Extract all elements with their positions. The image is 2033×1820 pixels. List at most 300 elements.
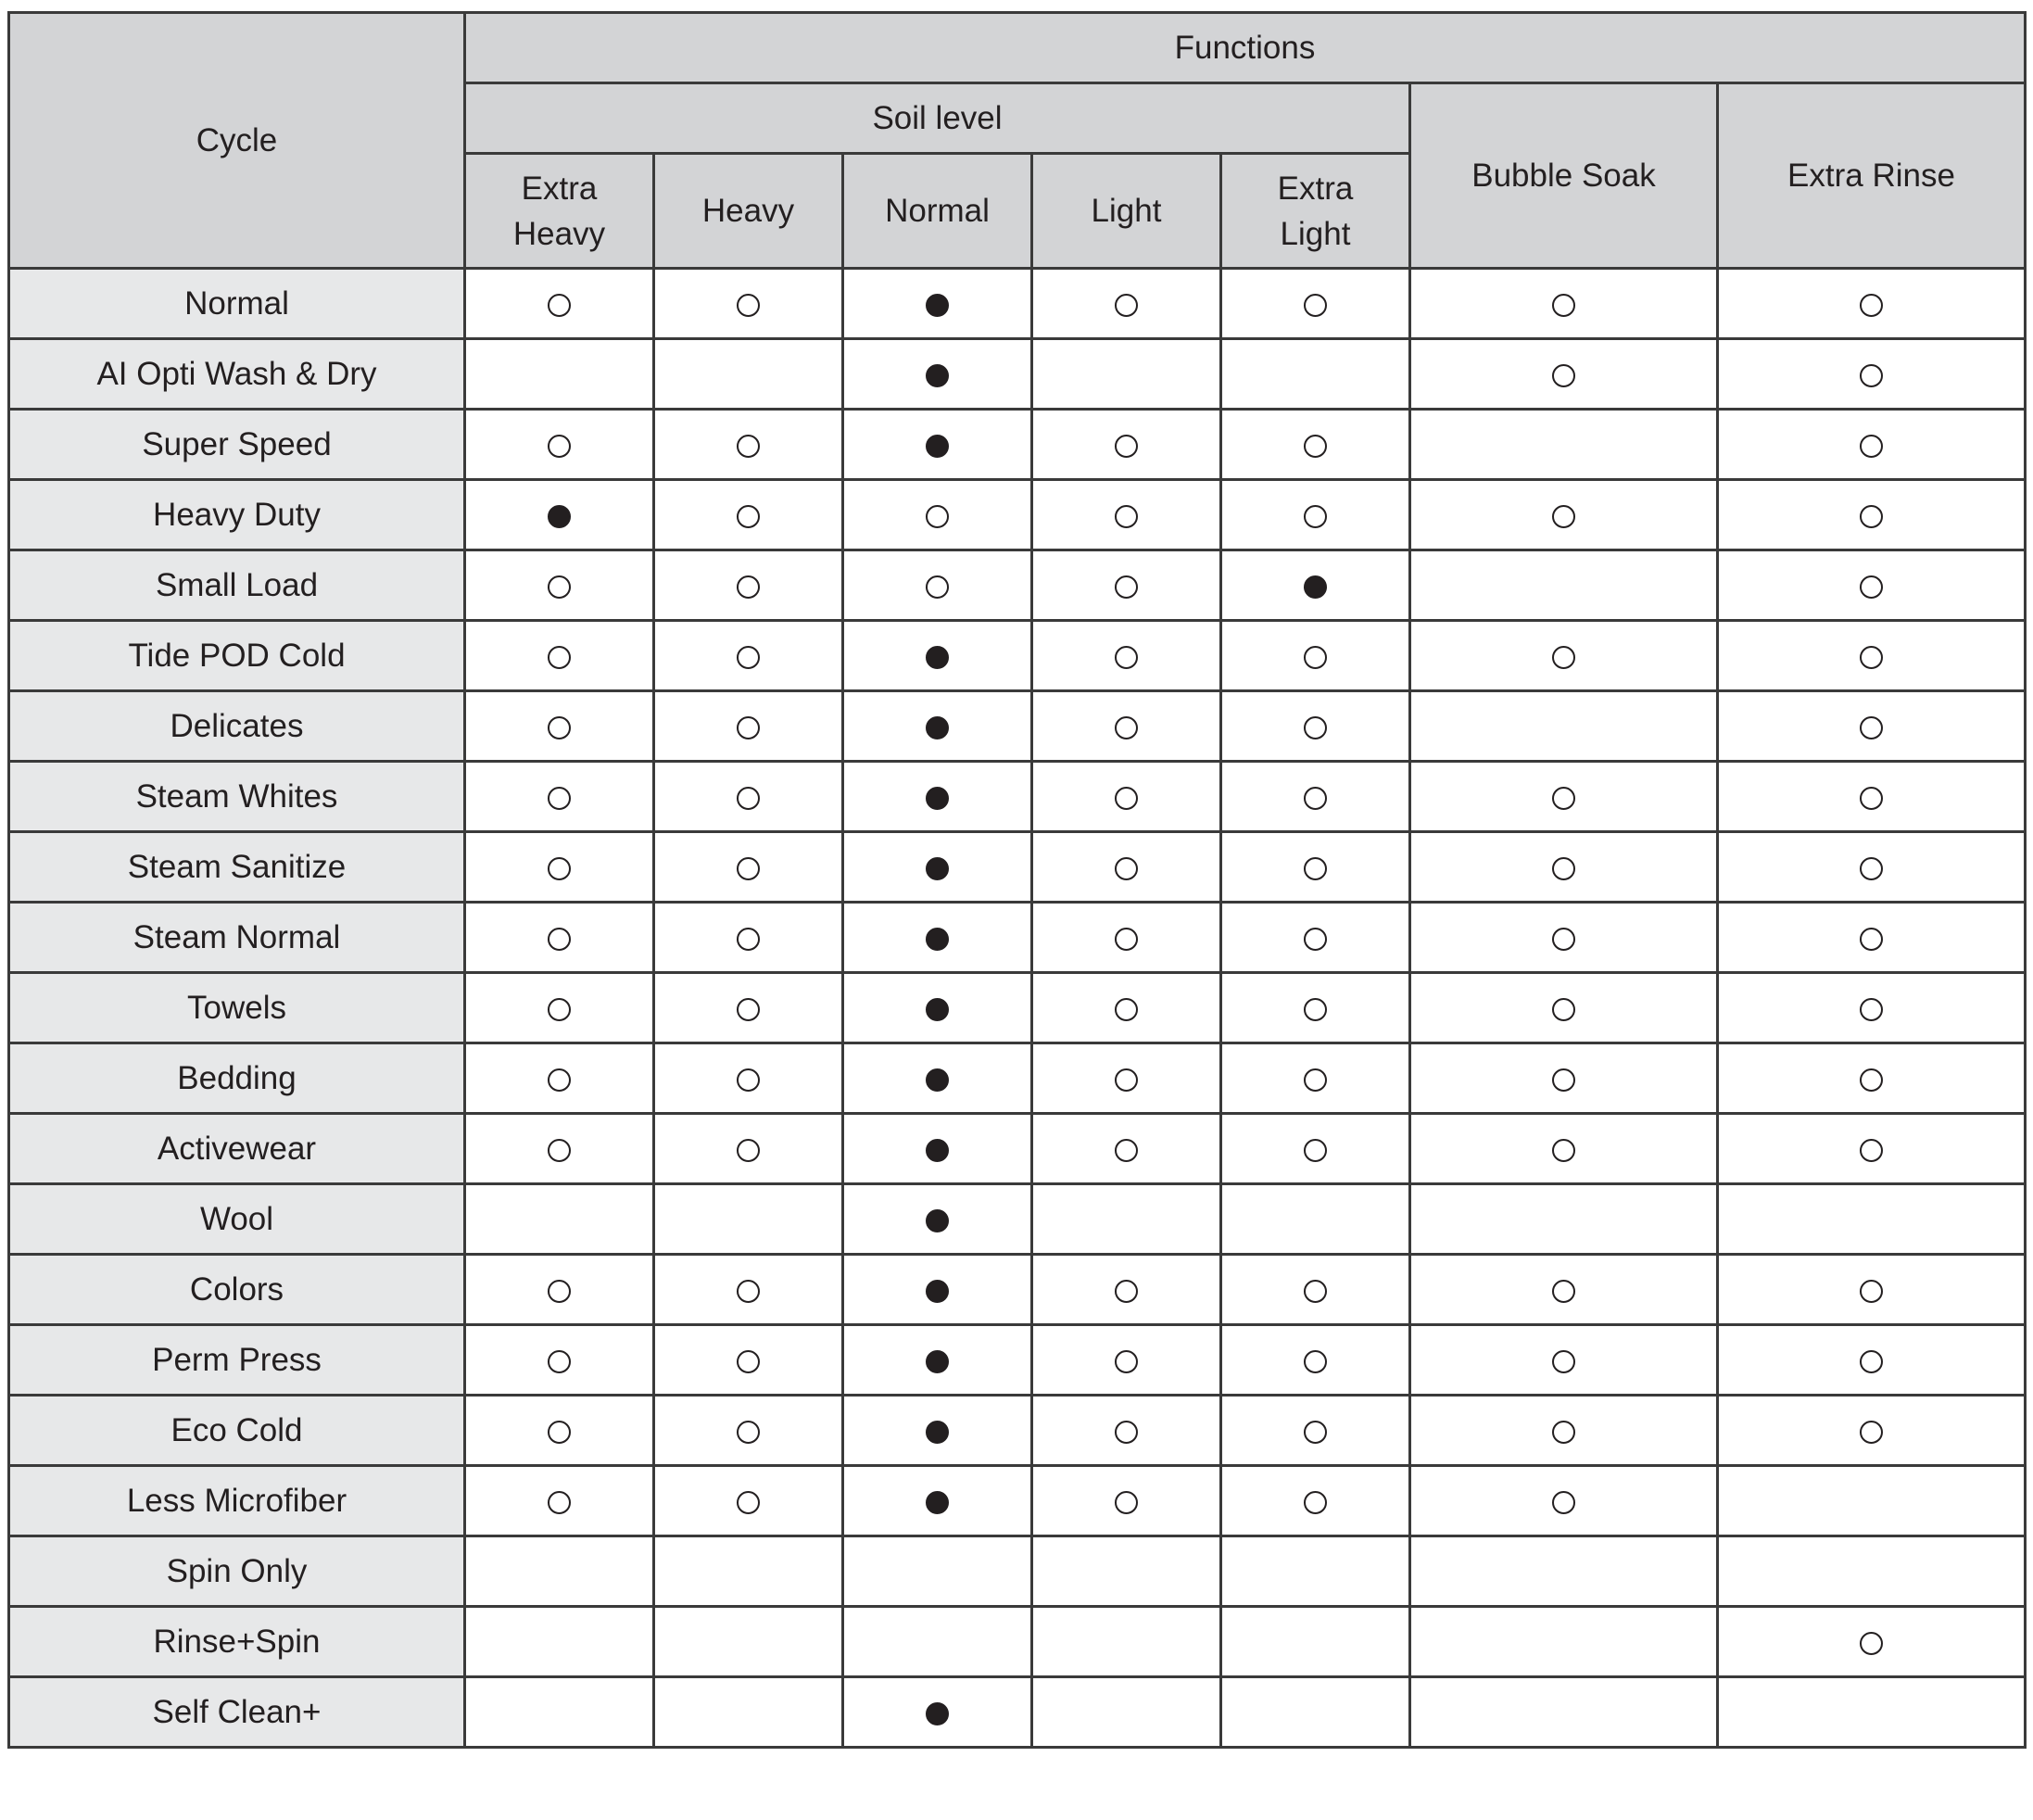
open-circle-icon <box>1860 575 1883 599</box>
cell-extra-rinse <box>1718 691 2026 762</box>
cell-normal <box>843 691 1032 762</box>
cycle-name-cell: Steam Sanitize <box>9 832 465 903</box>
open-circle-icon <box>548 998 571 1021</box>
cell-extra-heavy <box>465 1536 654 1607</box>
cell-heavy <box>654 480 843 550</box>
cell-normal <box>843 269 1032 339</box>
header-cycle: Cycle <box>9 13 465 269</box>
cell-extra-light <box>1221 269 1410 339</box>
cell-bubble-soak <box>1410 621 1718 691</box>
cell-extra-light <box>1221 621 1410 691</box>
open-circle-icon <box>1860 1350 1883 1373</box>
cell-light <box>1032 1255 1221 1325</box>
header-row-functions <box>9 13 2026 83</box>
open-circle-icon <box>737 1068 760 1092</box>
filled-circle-icon <box>926 1350 949 1373</box>
open-circle-icon <box>548 575 571 599</box>
cell-bubble-soak <box>1410 1396 1718 1466</box>
cell-bubble-soak <box>1410 832 1718 903</box>
open-circle-icon <box>1304 1139 1327 1162</box>
open-circle-icon <box>1552 998 1575 1021</box>
cell-extra-light <box>1221 1536 1410 1607</box>
cell-bubble-soak <box>1410 691 1718 762</box>
cell-extra-rinse <box>1718 1184 2026 1255</box>
cell-bubble-soak <box>1410 1114 1718 1184</box>
cell-light <box>1032 1677 1221 1748</box>
open-circle-icon <box>1860 1068 1883 1092</box>
cell-heavy <box>654 1396 843 1466</box>
table-row <box>9 832 2026 903</box>
open-circle-icon <box>737 575 760 599</box>
cell-normal <box>843 1677 1032 1748</box>
open-circle-icon <box>1552 1280 1575 1303</box>
open-circle-icon <box>548 646 571 669</box>
cell-light <box>1032 1466 1221 1536</box>
open-circle-icon <box>548 1068 571 1092</box>
table-row <box>9 762 2026 832</box>
cell-light <box>1032 903 1221 973</box>
cycle-name-cell: Less Microfiber <box>9 1466 465 1536</box>
cell-heavy <box>654 1607 843 1677</box>
table-row <box>9 410 2026 480</box>
cell-heavy <box>654 269 843 339</box>
cell-extra-heavy <box>465 903 654 973</box>
open-circle-icon <box>737 1139 760 1162</box>
cell-extra-light <box>1221 1396 1410 1466</box>
table-row <box>9 1043 2026 1114</box>
cell-extra-heavy <box>465 621 654 691</box>
open-circle-icon <box>1552 364 1575 387</box>
open-circle-icon <box>1304 1068 1327 1092</box>
open-circle-icon <box>1304 857 1327 880</box>
table-row <box>9 1184 2026 1255</box>
table-row <box>9 1325 2026 1396</box>
cell-extra-light <box>1221 339 1410 410</box>
table-body <box>9 269 2026 1748</box>
open-circle-icon <box>1552 505 1575 528</box>
cell-extra-rinse <box>1718 550 2026 621</box>
cell-extra-heavy <box>465 480 654 550</box>
cell-bubble-soak <box>1410 1184 1718 1255</box>
cell-extra-light <box>1221 480 1410 550</box>
cell-extra-rinse <box>1718 1466 2026 1536</box>
open-circle-icon <box>1860 1421 1883 1444</box>
cell-extra-heavy <box>465 832 654 903</box>
cell-extra-heavy <box>465 762 654 832</box>
open-circle-icon <box>1860 1632 1883 1655</box>
cell-light <box>1032 1114 1221 1184</box>
cell-light <box>1032 1184 1221 1255</box>
cell-heavy <box>654 410 843 480</box>
open-circle-icon <box>1552 1068 1575 1092</box>
open-circle-icon <box>1115 646 1138 669</box>
filled-circle-icon <box>926 364 949 387</box>
cycle-name-cell: Steam Whites <box>9 762 465 832</box>
cell-bubble-soak <box>1410 1607 1718 1677</box>
cell-bubble-soak <box>1410 1536 1718 1607</box>
cell-bubble-soak <box>1410 762 1718 832</box>
open-circle-icon <box>737 716 760 739</box>
filled-circle-icon <box>548 505 571 528</box>
table-row <box>9 1677 2026 1748</box>
cell-heavy <box>654 691 843 762</box>
cell-extra-rinse <box>1718 1255 2026 1325</box>
cycle-name-cell: Bedding <box>9 1043 465 1114</box>
filled-circle-icon <box>1304 575 1327 599</box>
open-circle-icon <box>737 857 760 880</box>
cell-heavy <box>654 832 843 903</box>
cell-normal <box>843 1184 1032 1255</box>
cell-normal <box>843 762 1032 832</box>
cell-extra-light <box>1221 1607 1410 1677</box>
open-circle-icon <box>548 857 571 880</box>
open-circle-icon <box>1860 928 1883 951</box>
cell-extra-rinse <box>1718 1325 2026 1396</box>
table-row <box>9 339 2026 410</box>
open-circle-icon <box>548 716 571 739</box>
open-circle-icon <box>1304 505 1327 528</box>
cell-normal <box>843 621 1032 691</box>
cell-extra-heavy <box>465 1255 654 1325</box>
open-circle-icon <box>1860 1280 1883 1303</box>
filled-circle-icon <box>926 998 949 1021</box>
open-circle-icon <box>737 998 760 1021</box>
open-circle-icon <box>737 787 760 810</box>
open-circle-icon <box>737 505 760 528</box>
table-row <box>9 269 2026 339</box>
cell-extra-rinse <box>1718 973 2026 1043</box>
open-circle-icon <box>737 1280 760 1303</box>
header-soil-level: Soil level <box>465 83 1410 154</box>
open-circle-icon <box>1304 1491 1327 1514</box>
cell-normal <box>843 1466 1032 1536</box>
open-circle-icon <box>1115 575 1138 599</box>
cell-extra-light <box>1221 903 1410 973</box>
header-soil-heavy: Heavy <box>654 154 843 269</box>
cell-heavy <box>654 1255 843 1325</box>
filled-circle-icon <box>926 1491 949 1514</box>
cell-extra-rinse <box>1718 903 2026 973</box>
cell-normal <box>843 1536 1032 1607</box>
open-circle-icon <box>1860 716 1883 739</box>
open-circle-icon <box>1552 1139 1575 1162</box>
header-soil-extra-light: Extra Light <box>1221 154 1410 269</box>
cell-extra-light <box>1221 973 1410 1043</box>
open-circle-icon <box>737 294 760 317</box>
cell-bubble-soak <box>1410 1466 1718 1536</box>
open-circle-icon <box>548 1280 571 1303</box>
header-bubble-soak: Bubble Soak <box>1410 83 1718 269</box>
cell-extra-heavy <box>465 1325 654 1396</box>
open-circle-icon <box>1304 998 1327 1021</box>
table-header <box>9 13 2026 269</box>
cell-extra-heavy <box>465 691 654 762</box>
cell-bubble-soak <box>1410 1325 1718 1396</box>
open-circle-icon <box>1552 1421 1575 1444</box>
cell-normal <box>843 832 1032 903</box>
cycle-name-cell: Wool <box>9 1184 465 1255</box>
cell-light <box>1032 621 1221 691</box>
cycle-name-cell: Steam Normal <box>9 903 465 973</box>
cycle-name-cell: AI Opti Wash & Dry <box>9 339 465 410</box>
header-functions: Functions <box>465 13 2026 83</box>
open-circle-icon <box>1304 716 1327 739</box>
open-circle-icon <box>548 1350 571 1373</box>
cell-extra-heavy <box>465 1396 654 1466</box>
open-circle-icon <box>1552 857 1575 880</box>
cycle-name-cell: Delicates <box>9 691 465 762</box>
cycle-name-cell: Small Load <box>9 550 465 621</box>
cell-light <box>1032 691 1221 762</box>
open-circle-icon <box>1115 1350 1138 1373</box>
cell-normal <box>843 1325 1032 1396</box>
open-circle-icon <box>548 787 571 810</box>
cell-extra-heavy <box>465 1466 654 1536</box>
open-circle-icon <box>1115 716 1138 739</box>
cell-heavy <box>654 550 843 621</box>
cell-extra-rinse <box>1718 480 2026 550</box>
cell-extra-rinse <box>1718 621 2026 691</box>
cell-extra-rinse <box>1718 1677 2026 1748</box>
open-circle-icon <box>1304 1421 1327 1444</box>
cell-bubble-soak <box>1410 269 1718 339</box>
table-row <box>9 480 2026 550</box>
open-circle-icon <box>1115 1139 1138 1162</box>
filled-circle-icon <box>926 716 949 739</box>
cell-bubble-soak <box>1410 410 1718 480</box>
cell-extra-light <box>1221 550 1410 621</box>
cycle-name-cell: Normal <box>9 269 465 339</box>
open-circle-icon <box>737 435 760 458</box>
open-circle-icon <box>1304 1280 1327 1303</box>
open-circle-icon <box>1860 294 1883 317</box>
cycle-name-cell: Activewear <box>9 1114 465 1184</box>
cell-extra-light <box>1221 1466 1410 1536</box>
open-circle-icon <box>1552 928 1575 951</box>
filled-circle-icon <box>926 1280 949 1303</box>
cell-extra-heavy <box>465 1114 654 1184</box>
open-circle-icon <box>1115 1068 1138 1092</box>
open-circle-icon <box>1115 998 1138 1021</box>
cycle-name-cell: Heavy Duty <box>9 480 465 550</box>
cell-normal <box>843 973 1032 1043</box>
cell-extra-light <box>1221 1043 1410 1114</box>
open-circle-icon <box>548 435 571 458</box>
open-circle-icon <box>1552 787 1575 810</box>
cell-heavy <box>654 621 843 691</box>
cell-normal <box>843 1396 1032 1466</box>
cell-extra-heavy <box>465 1184 654 1255</box>
table-row <box>9 550 2026 621</box>
cell-heavy <box>654 1677 843 1748</box>
open-circle-icon <box>737 1491 760 1514</box>
open-circle-icon <box>548 1491 571 1514</box>
cell-extra-heavy <box>465 1043 654 1114</box>
cycle-name-cell: Tide POD Cold <box>9 621 465 691</box>
cell-bubble-soak <box>1410 550 1718 621</box>
cycle-functions-table-wrapper <box>7 11 2027 1749</box>
cell-normal <box>843 410 1032 480</box>
cell-extra-heavy <box>465 973 654 1043</box>
open-circle-icon <box>1304 1350 1327 1373</box>
cell-bubble-soak <box>1410 973 1718 1043</box>
table-row <box>9 1607 2026 1677</box>
table-row <box>9 691 2026 762</box>
cell-extra-rinse <box>1718 832 2026 903</box>
filled-circle-icon <box>926 857 949 880</box>
cell-heavy <box>654 903 843 973</box>
cell-normal <box>843 1043 1032 1114</box>
cell-extra-light <box>1221 410 1410 480</box>
open-circle-icon <box>1860 646 1883 669</box>
cell-light <box>1032 269 1221 339</box>
cell-light <box>1032 550 1221 621</box>
cell-bubble-soak <box>1410 1255 1718 1325</box>
cell-extra-rinse <box>1718 269 2026 339</box>
cell-normal <box>843 1114 1032 1184</box>
header-extra-rinse: Extra Rinse <box>1718 83 2026 269</box>
table-row <box>9 1466 2026 1536</box>
filled-circle-icon <box>926 1702 949 1725</box>
open-circle-icon <box>548 1421 571 1444</box>
open-circle-icon <box>1115 928 1138 951</box>
open-circle-icon <box>1860 998 1883 1021</box>
cell-extra-rinse <box>1718 339 2026 410</box>
cycle-name-cell: Eco Cold <box>9 1396 465 1466</box>
open-circle-icon <box>737 928 760 951</box>
cell-extra-rinse <box>1718 1114 2026 1184</box>
cell-bubble-soak <box>1410 1677 1718 1748</box>
cell-heavy <box>654 1114 843 1184</box>
cell-extra-light <box>1221 1677 1410 1748</box>
open-circle-icon <box>1304 787 1327 810</box>
cell-heavy <box>654 973 843 1043</box>
open-circle-icon <box>1115 435 1138 458</box>
filled-circle-icon <box>926 1068 949 1092</box>
table-row <box>9 903 2026 973</box>
open-circle-icon <box>1115 787 1138 810</box>
table-row <box>9 1114 2026 1184</box>
cycle-functions-table <box>7 11 2027 1749</box>
cell-normal <box>843 339 1032 410</box>
cell-extra-rinse <box>1718 1536 2026 1607</box>
open-circle-icon <box>1860 505 1883 528</box>
filled-circle-icon <box>926 928 949 951</box>
open-circle-icon <box>737 1421 760 1444</box>
open-circle-icon <box>1552 1350 1575 1373</box>
cell-heavy <box>654 1536 843 1607</box>
open-circle-icon <box>737 1350 760 1373</box>
open-circle-icon <box>1115 505 1138 528</box>
cell-extra-light <box>1221 1325 1410 1396</box>
open-circle-icon <box>1304 928 1327 951</box>
cell-bubble-soak <box>1410 339 1718 410</box>
open-circle-icon <box>1860 364 1883 387</box>
cell-light <box>1032 1043 1221 1114</box>
cell-heavy <box>654 1043 843 1114</box>
cell-heavy <box>654 339 843 410</box>
cell-heavy <box>654 1325 843 1396</box>
cell-extra-light <box>1221 1184 1410 1255</box>
open-circle-icon <box>1860 787 1883 810</box>
cycle-name-cell: Spin Only <box>9 1536 465 1607</box>
filled-circle-icon <box>926 1209 949 1232</box>
cycle-name-cell: Self Clean+ <box>9 1677 465 1748</box>
open-circle-icon <box>1115 1491 1138 1514</box>
cell-heavy <box>654 1466 843 1536</box>
table-row <box>9 1255 2026 1325</box>
cell-light <box>1032 480 1221 550</box>
open-circle-icon <box>1115 1421 1138 1444</box>
cell-extra-light <box>1221 1114 1410 1184</box>
cycle-name-cell: Towels <box>9 973 465 1043</box>
cell-light <box>1032 1607 1221 1677</box>
cell-extra-light <box>1221 1255 1410 1325</box>
cell-normal <box>843 480 1032 550</box>
cell-light <box>1032 410 1221 480</box>
table-row <box>9 621 2026 691</box>
cell-extra-light <box>1221 762 1410 832</box>
cell-normal <box>843 903 1032 973</box>
cell-light <box>1032 1325 1221 1396</box>
cell-extra-rinse <box>1718 762 2026 832</box>
cell-extra-heavy <box>465 269 654 339</box>
open-circle-icon <box>1552 646 1575 669</box>
cycle-name-cell: Perm Press <box>9 1325 465 1396</box>
cell-extra-rinse <box>1718 1607 2026 1677</box>
cell-extra-heavy <box>465 1677 654 1748</box>
open-circle-icon <box>926 575 949 599</box>
cell-light <box>1032 339 1221 410</box>
open-circle-icon <box>737 646 760 669</box>
open-circle-icon <box>1860 857 1883 880</box>
filled-circle-icon <box>926 294 949 317</box>
open-circle-icon <box>1552 1491 1575 1514</box>
cycle-name-cell: Colors <box>9 1255 465 1325</box>
open-circle-icon <box>926 505 949 528</box>
open-circle-icon <box>1860 435 1883 458</box>
cell-heavy <box>654 762 843 832</box>
header-soil-light: Light <box>1032 154 1221 269</box>
open-circle-icon <box>1115 1280 1138 1303</box>
cell-heavy <box>654 1184 843 1255</box>
open-circle-icon <box>548 1139 571 1162</box>
cell-light <box>1032 973 1221 1043</box>
cell-light <box>1032 762 1221 832</box>
table-row <box>9 973 2026 1043</box>
cell-extra-light <box>1221 691 1410 762</box>
open-circle-icon <box>1304 294 1327 317</box>
open-circle-icon <box>548 294 571 317</box>
cell-extra-heavy <box>465 550 654 621</box>
open-circle-icon <box>1304 646 1327 669</box>
cell-extra-heavy <box>465 339 654 410</box>
open-circle-icon <box>548 928 571 951</box>
open-circle-icon <box>1304 435 1327 458</box>
filled-circle-icon <box>926 787 949 810</box>
cell-extra-rinse <box>1718 410 2026 480</box>
cell-normal <box>843 1255 1032 1325</box>
cycle-name-cell: Rinse+Spin <box>9 1607 465 1677</box>
cell-bubble-soak <box>1410 1043 1718 1114</box>
cell-bubble-soak <box>1410 903 1718 973</box>
table-row <box>9 1396 2026 1466</box>
filled-circle-icon <box>926 435 949 458</box>
cell-normal <box>843 1607 1032 1677</box>
open-circle-icon <box>1860 1139 1883 1162</box>
cell-light <box>1032 1536 1221 1607</box>
header-soil-extra-heavy: Extra Heavy <box>465 154 654 269</box>
